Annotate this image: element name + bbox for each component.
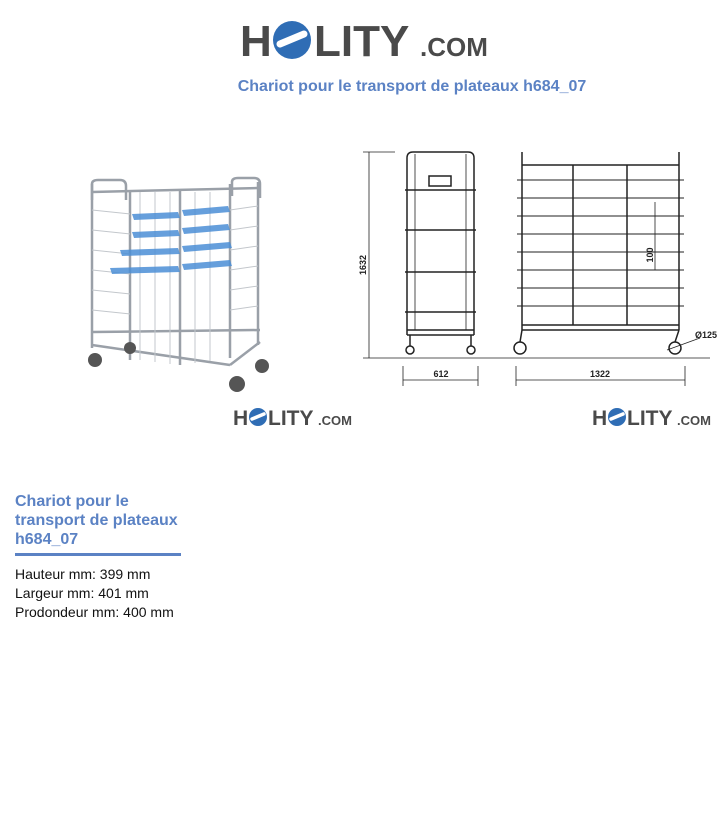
holity-logo[interactable] [240, 14, 490, 66]
page-title: Chariot pour le transport de plateaux h684_07 [237, 78, 587, 95]
svg-text:LITY: LITY [627, 407, 673, 430]
product-photo [80, 170, 285, 400]
wheel-dimension: Ø125 [695, 330, 718, 340]
spec-depth: Prodondeur mm: 400 mm [15, 604, 174, 620]
width-dimension: 1322 [589, 369, 611, 379]
spec-list [15, 565, 174, 622]
holity-logo-small [233, 404, 353, 430]
logo-domain: .COM [420, 32, 488, 62]
front-view [514, 152, 684, 354]
svg-text:H: H [240, 17, 272, 66]
svg-text:.COM: .COM [318, 413, 352, 428]
side-view [405, 152, 476, 354]
svg-text:LITY: LITY [268, 407, 314, 430]
logo-circle-icon [273, 21, 311, 59]
svg-text:H: H [592, 407, 608, 430]
title-divider [15, 553, 181, 556]
spec-width: Largeur mm: 401 mm [15, 585, 149, 601]
technical-drawing [355, 140, 720, 400]
logo-main-letters: LITY [314, 17, 410, 66]
height-dimension: 1632 [358, 254, 368, 276]
shelf-spacing-dimension: 100 [645, 247, 655, 263]
spec-height: Hauteur mm: 399 mm [15, 566, 151, 582]
product-title: Chariot pour le transport de plateaux h684_07 [15, 493, 178, 548]
holity-logo-small [592, 404, 712, 430]
svg-text:.COM: .COM [677, 413, 711, 428]
depth-dimension: 612 [433, 369, 449, 379]
svg-text:H: H [233, 407, 249, 430]
